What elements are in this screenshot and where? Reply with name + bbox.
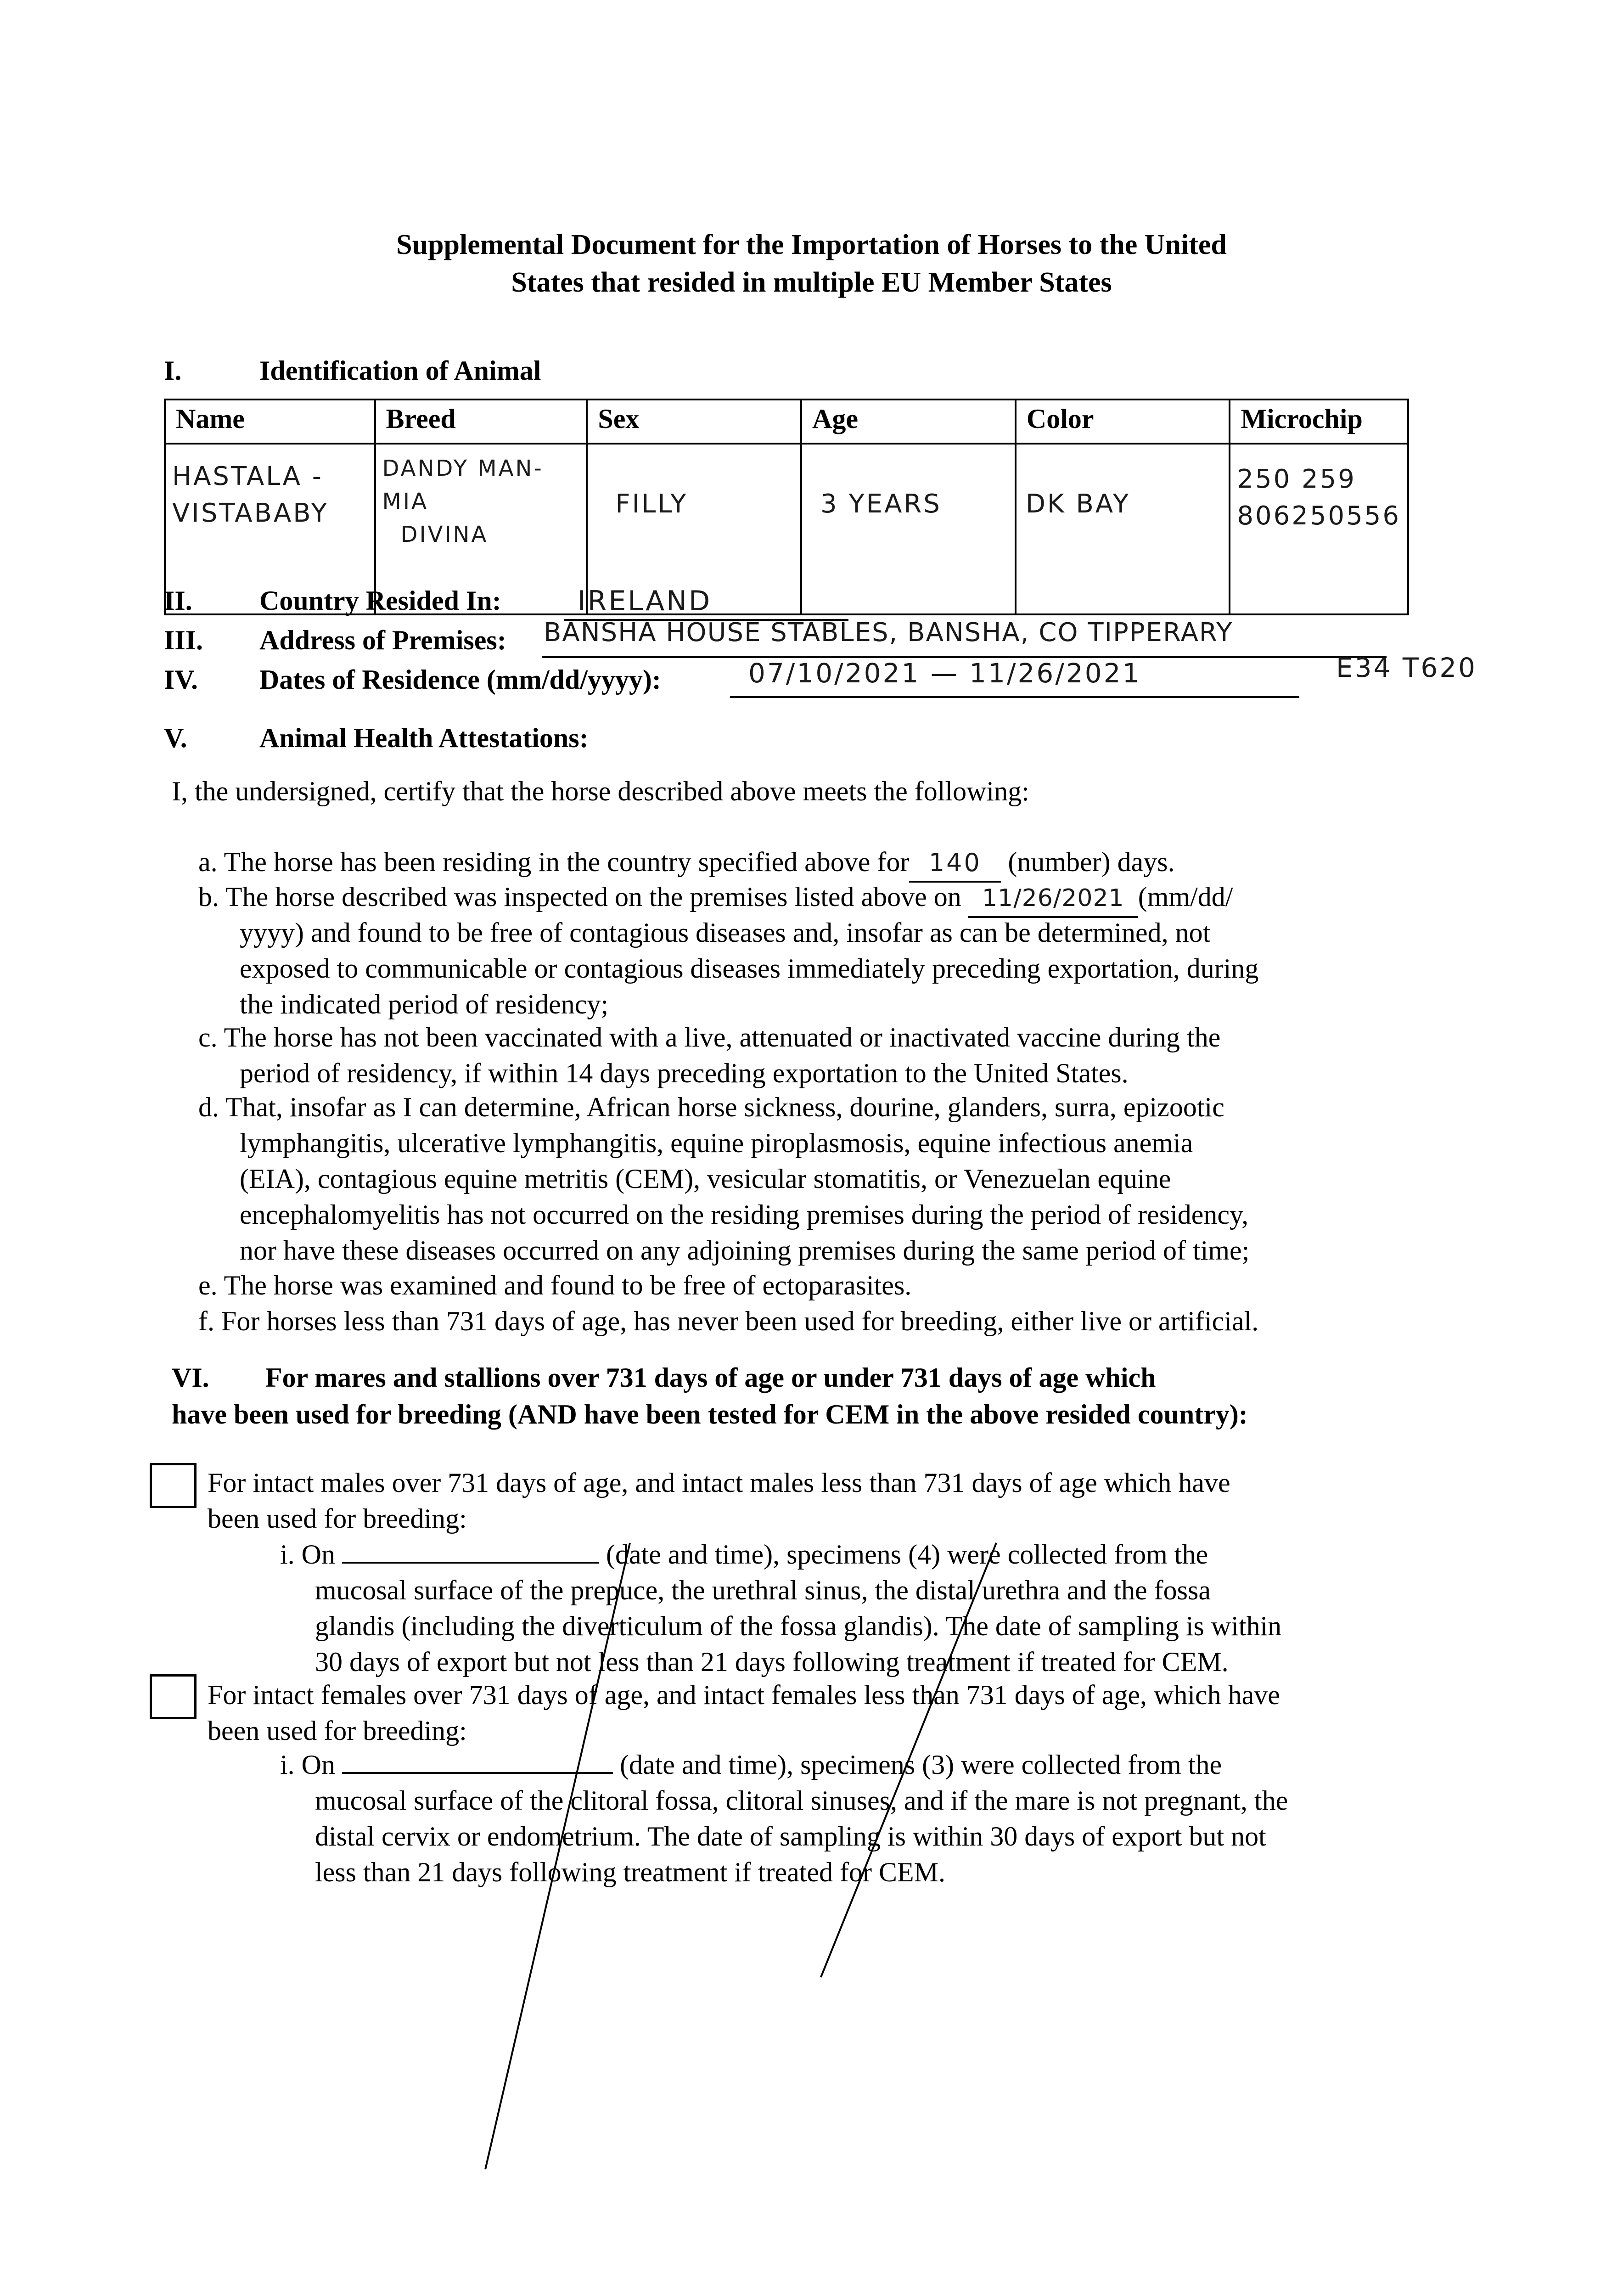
male-item-i-text: (date and time), specimens (4) were collected from the (606, 1539, 1208, 1570)
female-checkbox[interactable] (150, 1674, 197, 1719)
section5-number: V. (164, 723, 187, 753)
section2-number: II. (164, 585, 192, 616)
document-title-line1: Supplemental Document for the Importation of Horses to the United (396, 229, 1227, 260)
dates-label: Dates of Residence (mm/dd/yyyy): (259, 664, 661, 695)
female-item-i-prefix: i. On (280, 1750, 335, 1780)
male-item-i-line3: glandis (including the diverticulum of the fossa glandis). The date of sampling is within (315, 1611, 1282, 1641)
eircode-value: E34 T620 (1336, 652, 1477, 683)
col-color-header: Color (1016, 400, 1230, 444)
name-line2: VISTABABY (172, 498, 329, 528)
item-b (198, 879, 1233, 918)
item-d-line4: encephalomyelitis has not occurred on the residing premises during the period of residency, (240, 1199, 1249, 1230)
male-item-i-line1 (280, 1536, 1208, 1572)
male-checkbox[interactable] (150, 1463, 197, 1508)
col-name-header: Name (165, 400, 375, 444)
breed-line3: DIVINA (400, 522, 489, 547)
male-item-i-line4: 30 days of export but not less than 21 days following treatment if treated for CEM. (315, 1647, 1229, 1677)
female-item-i-text: (date and time), specimens (3) were collected from the (620, 1750, 1222, 1780)
address-value: BANSHA HOUSE STABLES, BANSHA, CO TIPPERARY (544, 618, 1233, 647)
cell-color (1016, 444, 1230, 614)
section6-heading-line1: For mares and stallions over 731 days of age or under 731 days of age which (265, 1362, 1156, 1393)
item-b-text: b. The horse described was inspected on the premises listed above on (198, 882, 961, 912)
female-item-i-line3: distal cervix or endometrium. The date of sampling is within 30 days of export but not (315, 1821, 1266, 1851)
item-b-line3: exposed to communicable or contagious diseases immediately preceding exportation, during (240, 953, 1259, 984)
female-item-i-line2: mucosal surface of the clitoral fossa, clitoral sinuses, and if the mare is not pregnant, the (315, 1785, 1288, 1816)
male-item-i-prefix: i. On (280, 1539, 335, 1570)
female-text-line1: For intact females over 731 days of age, and intact females less than 731 days of age, which have (208, 1680, 1280, 1710)
dates-field (730, 658, 1299, 698)
document-title-line2: States that resided in multiple EU Member States (511, 267, 1112, 298)
col-microchip-header: Microchip (1230, 400, 1408, 444)
male-item-i-line2: mucosal surface of the prepuce, the urethral sinus, the distal urethra and the fossa (315, 1575, 1211, 1605)
col-sex-header: Sex (587, 400, 801, 444)
item-c-line1: c. The horse has not been vaccinated with a live, attenuated or inactivated vaccine during the (198, 1022, 1221, 1052)
section1-heading: Identification of Animal (259, 355, 541, 386)
section6-number: VI. (172, 1362, 209, 1393)
item-a (198, 844, 1175, 883)
table-header-row (165, 400, 1408, 444)
sex-value: FILLY (615, 489, 688, 519)
age-value: 3 YEARS (820, 489, 942, 519)
color-value: DK BAY (1025, 489, 1131, 519)
item-d-line1: d. That, insofar as I can determine, African horse sickness, dourine, glanders, surra, epizootic (198, 1092, 1224, 1122)
breed-line1: DANDY MAN- (382, 456, 544, 481)
name-line1: HASTALA - (172, 461, 323, 491)
dates-value: 07/10/2021 — 11/26/2021 (748, 658, 1141, 689)
microchip-line1: 250 259 (1237, 464, 1356, 494)
item-b-line4: the indicated period of residency; (240, 989, 609, 1019)
item-f: f. For horses less than 731 days of age, has never been used for breeding, either live or artificial. (198, 1306, 1259, 1336)
item-a-text: a. The horse has been residing in the country specified above for (198, 847, 910, 877)
section4-number: IV. (164, 664, 198, 695)
female-item-i-line4: less than 21 days following treatment if treated for CEM. (315, 1857, 945, 1887)
item-c-line2: period of residency, if within 14 days preceding exportation to the United States. (240, 1058, 1129, 1088)
item-b-suffix: (mm/dd/ (1138, 882, 1233, 912)
section1-number: I. (164, 355, 182, 386)
address-label: Address of Premises: (259, 625, 506, 655)
country-value: IRELAND (578, 585, 712, 617)
item-b-line2: yyyy) and found to be free of contagious diseases and, insofar as can be determined, not (240, 917, 1211, 948)
section6-heading-line2: have been used for breeding (AND have been tested for CEM in the above resided country): (172, 1399, 1248, 1429)
item-b-date-value: 11/26/2021 (968, 880, 1138, 918)
attestation-intro: I, the undersigned, certify that the horse described above meets the following: (172, 776, 1029, 806)
col-breed-header: Breed (375, 400, 587, 444)
female-date-input[interactable] (342, 1747, 613, 1774)
microchip-line2: 806250556 (1237, 501, 1401, 531)
identification-table (164, 399, 1409, 615)
male-text-line1: For intact males over 731 days of age, and intact males less than 731 days of age which have (208, 1468, 1230, 1498)
item-d-line2: lymphangitis, ulcerative lymphangitis, equine piroplasmosis, equine infectious anemia (240, 1128, 1193, 1158)
item-d-line5: nor have these diseases occurred on any adjoining premises during the same period of time; (240, 1235, 1250, 1266)
breed-line2: MIA (382, 489, 428, 514)
female-item-i-line1 (280, 1747, 1222, 1783)
item-a-days-value: 140 (909, 845, 1001, 883)
female-text-line2: been used for breeding: (208, 1716, 467, 1746)
section5-heading: Animal Health Attestations: (259, 723, 589, 753)
male-text-line2: been used for breeding: (208, 1503, 467, 1534)
country-field (564, 585, 848, 621)
address-field (542, 618, 1387, 658)
section3-number: III. (164, 625, 203, 655)
col-age-header: Age (801, 400, 1016, 444)
item-d-line3: (EIA), contagious equine metritis (CEM), vesicular stomatitis, or Venezuelan equine (240, 1164, 1171, 1194)
male-date-input[interactable] (342, 1537, 599, 1564)
cell-microchip (1230, 444, 1408, 614)
item-a-suffix: (number) days. (1008, 847, 1175, 877)
item-e: e. The horse was examined and found to be free of ectoparasites. (198, 1270, 912, 1300)
country-label: Country Resided In: (259, 585, 501, 616)
